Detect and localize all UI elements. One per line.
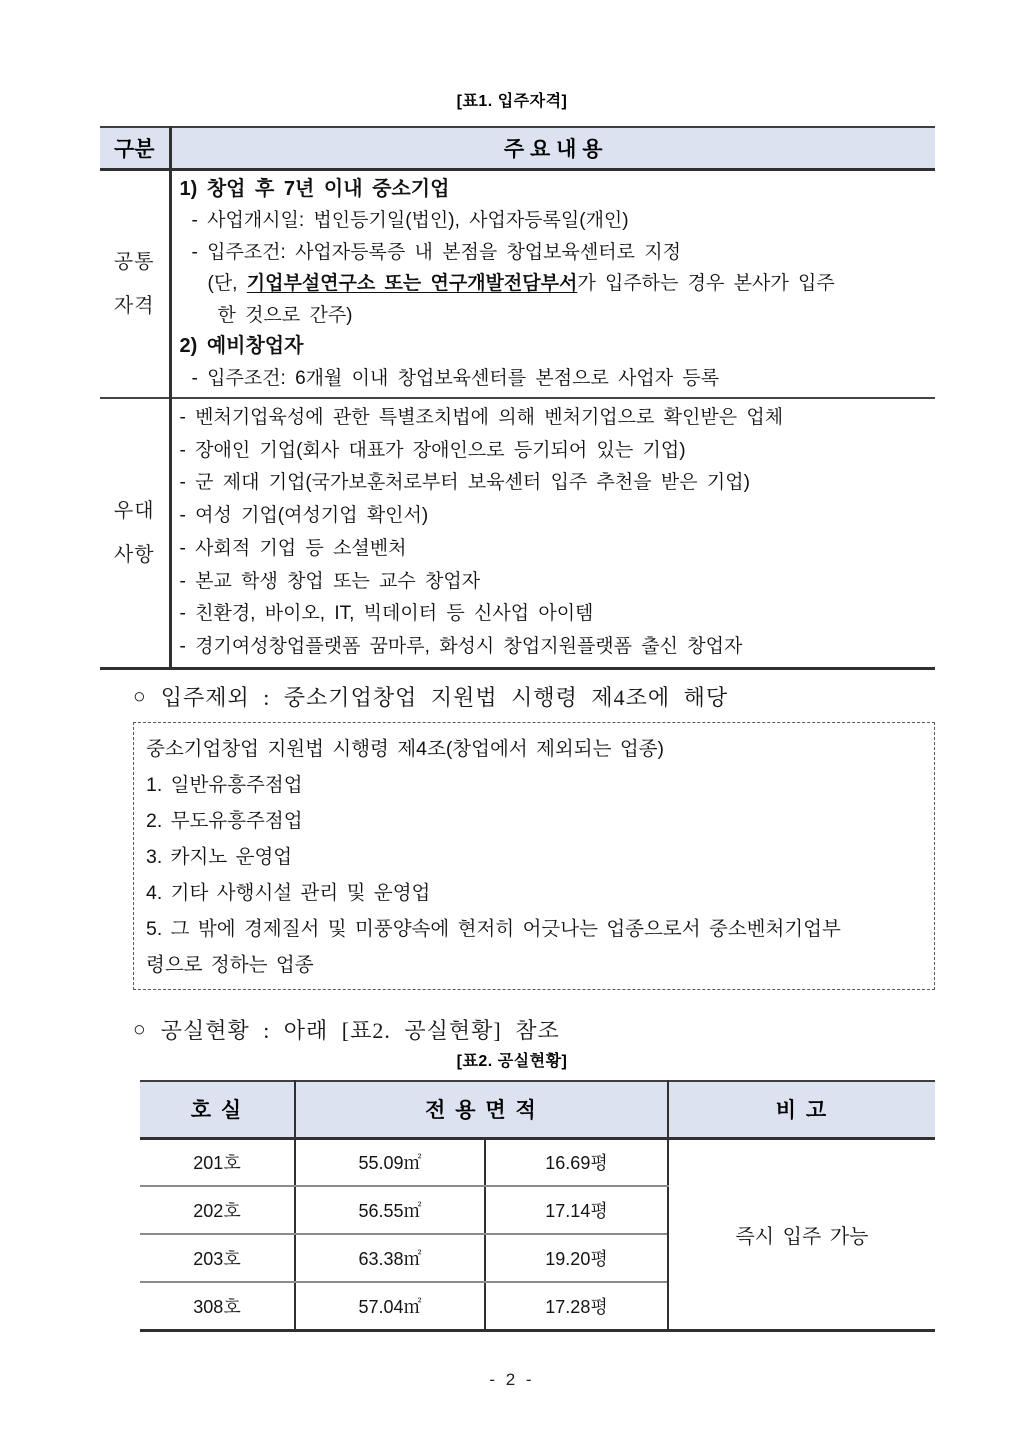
table2-row	[140, 1138, 935, 1186]
common-item-2: - 사업개시일: 법인등기일(법인), 사업자등록일(개인)	[191, 210, 629, 231]
emphasized-terms: 기업부설연구소 또는 연구개발전담부서	[246, 273, 578, 294]
vacancy-table	[140, 1080, 935, 1332]
preferential-item: - 군 제대 기업(국가보훈처로부터 보육센터 입주 추천을 받은 기업)	[179, 472, 750, 494]
exclusion-heading	[133, 681, 728, 712]
table2-header-area: 전 용 면 적	[295, 1081, 668, 1138]
preferential-item: - 벤처기업육성에 관한 특별조치법에 의해 벤처기업으로 확인받은 업체	[179, 407, 784, 428]
table1-header-content: 주 요 내 용	[170, 127, 935, 169]
table2-caption: [표2. 공실현황]	[456, 1053, 568, 1070]
area-py: 17.28평	[485, 1282, 668, 1330]
area-m2: 63.38㎡	[295, 1234, 485, 1282]
table1-caption: [표1. 입주자격]	[456, 93, 568, 110]
exclusion-box-item: 4. 기타 사행시설 관리 및 운영업	[146, 882, 431, 904]
table2-header-room: 호 실	[140, 1081, 295, 1138]
common-qualification-label: 공통 자격	[100, 169, 170, 398]
area-m2: 55.09㎡	[295, 1138, 485, 1186]
common-item-5: 한 것으로 간주)	[217, 304, 353, 326]
page-number: - 2 -	[489, 1370, 535, 1389]
area-m2: 57.04㎡	[295, 1282, 485, 1330]
preferential-item: - 경기여성창업플랫폼 꿈마루, 화성시 창업지원플랫폼 출신 창업자	[179, 635, 743, 657]
exclusion-box-item: 5. 그 밖에 경제질서 및 미풍양속에 현저히 어긋나는 업종으로서 중소벤처기업부	[146, 918, 841, 940]
exclusion-heading-text: 입주제외 : 중소기업창업 지원법 시행령 제4조에 해당	[160, 685, 729, 710]
preferential-item: - 친환경, 바이오, IT, 빅데이터 등 신사업 아이템	[179, 603, 594, 625]
remark-cell: 즉시 입주 가능	[668, 1138, 935, 1330]
table1-header-row	[100, 127, 935, 169]
area-py: 19.20평	[485, 1234, 668, 1282]
exclusion-box-item: 1. 일반유흥주점업	[146, 774, 303, 796]
preferential-item: - 사회적 기업 등 소셜벤처	[179, 537, 407, 559]
common-item-3: - 입주조건: 사업자등록증 내 본점을 창업보육센터로 지정	[191, 241, 681, 263]
area-m2: 56.55㎡	[295, 1186, 485, 1234]
vacancy-heading	[133, 1014, 560, 1045]
exclusion-box-item: 2. 무도유흥주점업	[146, 810, 303, 832]
exclusion-box-item: 령으로 정하는 업종	[146, 954, 314, 976]
table1-row-preferential	[100, 398, 935, 668]
circle-bullet-icon: ○	[133, 684, 146, 708]
common-item-4: (단, 기업부설연구소 또는 연구개발전담부서가 입주하는 경우 본사가 입주	[207, 273, 835, 294]
preferential-item: - 여성 기업(여성기업 확인서)	[179, 505, 429, 527]
common-item-6: 2) 예비창업자	[179, 335, 304, 357]
common-item-7: - 입주조건: 6개월 이내 창업보육센터를 본점으로 사업자 등록	[191, 367, 720, 389]
area-py: 16.69평	[485, 1138, 668, 1186]
exclusion-box-title: 중소기업창업 지원법 시행령 제4조(창업에서 제외되는 업종)	[146, 738, 665, 760]
room-number: 202호	[140, 1186, 295, 1234]
room-number: 203호	[140, 1234, 295, 1282]
table2-header-row	[140, 1081, 935, 1138]
common-item-1: 1) 창업 후 7년 이내 중소기업	[179, 177, 450, 200]
eligibility-table	[100, 126, 935, 670]
preferential-label: 우대 사항	[100, 398, 170, 668]
room-number: 201호	[140, 1138, 295, 1186]
table2-header-remark: 비 고	[668, 1081, 935, 1138]
exclusion-box	[133, 722, 935, 990]
common-qualification-content	[170, 169, 935, 398]
preferential-item: - 본교 학생 창업 또는 교수 창업자	[179, 570, 481, 592]
exclusion-box-item: 3. 카지노 운영업	[146, 846, 293, 868]
table1-header-category: 구분	[100, 127, 170, 169]
area-py: 17.14평	[485, 1186, 668, 1234]
preferential-content	[170, 398, 935, 668]
preferential-item: - 장애인 기업(회사 대표가 장애인으로 등기되어 있는 기업)	[179, 439, 686, 461]
vacancy-heading-text: 공실현황 : 아래 [표2. 공실현황] 참조	[160, 1018, 560, 1043]
circle-bullet-icon: ○	[133, 1017, 146, 1041]
table1-row-common	[100, 169, 935, 398]
room-number: 308호	[193, 1296, 241, 1317]
